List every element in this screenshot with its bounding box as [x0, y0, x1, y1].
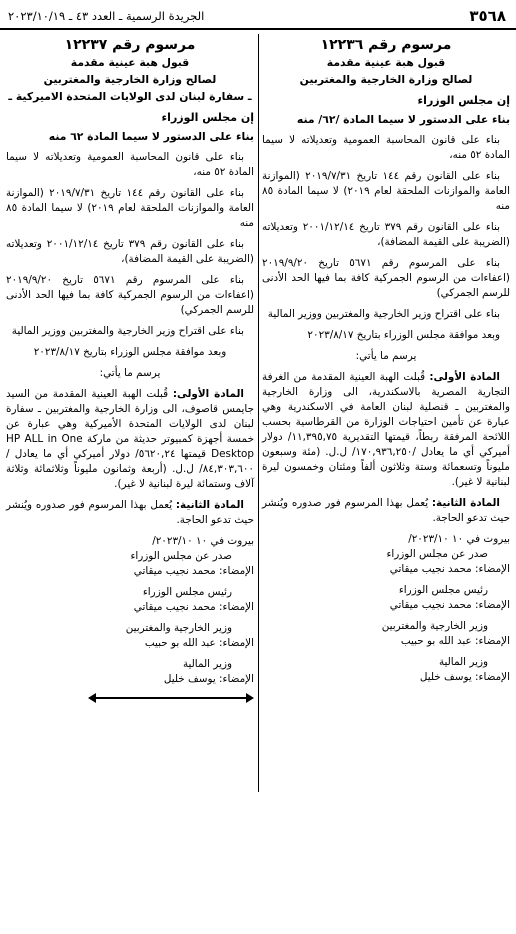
place-date: بيروت في ١٠ ٢٠٢٣/١٠/: [408, 533, 510, 545]
signature-line: وزير الخارجية والمغتربين: [125, 622, 232, 634]
place-date: بيروت في ١٠ ٢٠٢٣/١٠/: [152, 535, 254, 547]
decree-subtitle: قبول هبة عينية مقدمة: [326, 56, 446, 69]
article-two: [262, 496, 510, 526]
signature-line: الإمضاء: محمد نجيب ميقاتي: [133, 601, 254, 613]
article-one: [6, 387, 254, 492]
preamble-paragraph: بناء على اقتراح وزير الخارجية والمغتربين ووزير المالية: [267, 308, 500, 320]
page-number: ٣٥٦٨: [469, 7, 506, 25]
preamble-paragraph: بناء على القانون رقم ٣٧٩ تاريخ ٢٠٠١/١٢/١٤ وتعديلاته (الضريبة على القيمة المضافة)،: [6, 238, 254, 265]
council-heading: إن مجلس الوزراء: [417, 94, 510, 107]
signature-line: صدر عن مجلس الوزراء: [130, 550, 232, 562]
preamble-paragraph: بناء على القانون رقم ١٤٤ تاريخ ٢٠١٩/٧/٣١ (الموازنة العامة والموازنات الملحقة لعام ٢٠١٩) لا سيما المادة ٨٥ منه: [6, 187, 254, 229]
council-heading: إن مجلس الوزراء: [161, 111, 254, 124]
article-label: المادة الثانية:: [175, 499, 244, 511]
article-text: يُعمل بهذا المرسوم فور صدوره ويُنشر حيث تدعو الحاجة.: [262, 497, 510, 524]
column-divider: [258, 34, 259, 792]
preamble-paragraph: وبعد موافقة مجلس الوزراء بتاريخ ٢٠٢٣/٨/١٧: [307, 329, 500, 341]
decree-12237-column: [6, 36, 254, 703]
page-header: [0, 0, 516, 30]
signature-line: وزير المالية: [182, 658, 232, 670]
article-two: [6, 498, 254, 528]
article-one: [262, 370, 510, 490]
signature-line: الإمضاء: محمد نجيب ميقاتي: [133, 565, 254, 577]
ornament-arrow-icon: [246, 693, 254, 703]
signature-line: وزير الخارجية والمغتربين: [381, 620, 488, 632]
decree-formula: يرسم ما يأتي:: [99, 367, 161, 379]
signature-line: الإمضاء: يوسف خليل: [163, 673, 254, 685]
signature-line: الإمضاء: محمد نجيب ميقاتي: [389, 563, 510, 575]
article-text: قُبلت الهبة العينية المقدمة من السيد جايمس قاصوف، الى وزارة الخارجية والمغتربين ـ سفارة لبنان لدى الولايات المتحدة الأميركية وهي عبارة عن خمسة أجهزة كمبيوتر حديثة من ماركة HP ALL in One Desktop قيمتها ٥٦٢٠,٢٤/ دولار أميركي أي ما يعادل /٨٤,٣٠٣,٦٠٠/ ل.ل. (أربعة وثمانون مليوناً وثلاثمائة وثلاثة آلاف وستمائة ليرة لبنانية لا غير).: [6, 388, 254, 490]
decree-subtitle: لصالح وزارة الخارجية والمغتربين: [299, 73, 473, 86]
article-label: المادة الأولى:: [429, 371, 500, 383]
preamble-paragraph: بناء على قانون المحاسبة العمومية وتعديلاته لا سيما المادة ٥٢ منه،: [6, 151, 254, 178]
preamble-paragraph: بناء على المرسوم رقم ٥٦٧١ تاريخ ٢٠١٩/٩/٢٠ (اعفاءات من الرسوم الجمركية كافة بما فيها الحد الأدنى للرسم الجمركي): [262, 257, 510, 299]
decree-title: مرسوم رقم ١٢٢٣٧: [64, 37, 196, 53]
signature-line: الإمضاء: عبد الله بو حبيب: [400, 635, 510, 647]
preamble-paragraph: بناء على اقتراح وزير الخارجية والمغتربين ووزير المالية: [11, 325, 244, 337]
signature-line: وزير المالية: [438, 656, 488, 668]
article-label: المادة الثانية:: [431, 497, 500, 509]
signature-line: الإمضاء: عبد الله بو حبيب: [144, 637, 254, 649]
decree-subtitle: لصالح وزارة الخارجية والمغتربين: [43, 73, 217, 86]
preamble-paragraph: بناء على القانون رقم ١٤٤ تاريخ ٢٠١٩/٧/٣١ (الموازنة العامة والموازنات الملحقة لعام ٢٠١٩) لا سيما المادة ٨٥ منه: [262, 170, 510, 212]
signature-line: رئيس مجلس الوزراء: [142, 586, 232, 598]
decree-subtitle: قبول هبة عينية مقدمة: [70, 56, 190, 69]
preamble-paragraph: بناء على القانون رقم ٣٧٩ تاريخ ٢٠٠١/١٢/١٤ وتعديلاته (الضريبة على القيمة المضافة)،: [262, 221, 510, 248]
constitution-clause: بناء على الدستور لا سيما المادة ٦٢ منه: [48, 130, 254, 143]
ornament-arrow-icon: [88, 693, 96, 703]
constitution-clause: بناء على الدستور لا سيما المادة /٦٢/ منه: [296, 113, 510, 126]
decree-title: مرسوم رقم ١٢٢٣٦: [320, 37, 452, 53]
decree-12236-column: [262, 36, 510, 685]
ornament-rule: [96, 697, 246, 699]
decree-subtitle: ـ سفارة لبنان لدى الولايات المتحدة الاميركية ـ: [8, 90, 252, 103]
end-of-section-mark: [6, 693, 254, 703]
preamble-paragraph: بناء على المرسوم رقم ٥٦٧١ تاريخ ٢٠١٩/٩/٢٠ (اعفاءات من الرسوم الجمركية كافة بما فيها الحد الأدنى للرسم الجمركي): [6, 274, 254, 316]
decree-formula: يرسم ما يأتي:: [355, 350, 417, 362]
article-label: المادة الأولى:: [172, 388, 244, 400]
running-head: الجريدة الرسمية ـ العدد ٤٣ ـ ٢٠٢٣/١٠/١٩: [8, 9, 205, 23]
signature-line: رئيس مجلس الوزراء: [398, 584, 488, 596]
preamble-paragraph: بناء على قانون المحاسبة العمومية وتعديلاته لا سيما المادة ٥٢ منه،: [262, 134, 510, 161]
signature-line: الإمضاء: محمد نجيب ميقاتي: [389, 599, 510, 611]
approval-date: وبعد موافقة مجلس الوزراء بتاريخ ٢٠٢٣/٨/١٧: [33, 346, 227, 358]
signature-line: صدر عن مجلس الوزراء: [386, 548, 488, 560]
article-text: يُعمل بهذا المرسوم فور صدوره ويُنشر حيث تدعو الحاجة.: [6, 499, 254, 526]
signature-line: الإمضاء: يوسف خليل: [419, 671, 510, 683]
article-text: قُبلت الهبة العينية المقدمة من الغرفة التجارية المصرية بالاسكندرية، الى وزارة الخارجية والمغتربين ـ قنصلية لبنان العامة في الاسكندرية وهي عبارة عن تأمين احتياجات الوزارة من القرطاسية بحسب اللائحة المرفقة ربطاً، قيمتها التقديرية ١١,٣٩٥,٧٥/ دولار أميركي أي ما يعادل /١٧٠,٩٣٦,٢٥٠/ ل.ل. (مئة وسبعون مليوناً وتسعمائة وستة وثلاثون ألفاً ومئتان وخمسون ليرة لبنانية لا غير).: [262, 371, 511, 488]
